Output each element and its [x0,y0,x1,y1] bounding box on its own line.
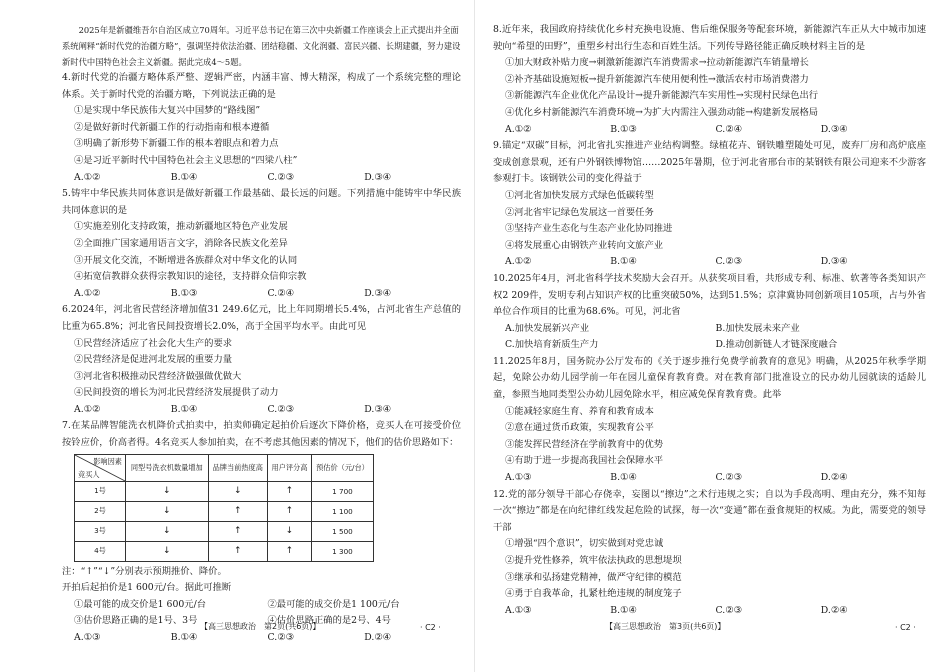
option-item: ③明确了新形势下新疆工作的根本着眼点和着力点 [74,138,279,150]
option-item: ③河北省积极推动民营经济做强做优做大 [74,370,242,382]
question-stem: 4.新时代党的治疆方略体系严整、逻辑严密，内涵丰富、博大精深，构成了一个系统完整的理论体系。关于新时代党的治疆方略，下列说法正确的是 [62,72,461,100]
answer-choices [62,170,461,187]
price-cell: 1 100 [311,501,373,521]
choice-b: B.①④ [170,403,198,415]
question-6 [62,302,461,418]
table-row [75,481,374,501]
question-lead: 开拍后起拍价是1 600元/台。据此可推断 [62,582,232,594]
choice-d: D.②④ [820,604,848,616]
corner-top-label: 影响因素 [93,456,122,466]
choice-d: D.推动创新链人才链深度融合 [715,339,838,351]
column-header: 同型号洗衣机数量增加 [126,454,209,481]
table-row [75,541,374,561]
bidder-name: 3号 [75,521,126,541]
option-item: ②全面推广国家通用语言文字，消除各民族文化差异 [74,237,288,249]
choice-a: A.①② [74,403,101,415]
option-item: ①加大财政补贴力度→刺激新能源汽车消费需求→拉动新能源汽车销量增长 [505,57,809,69]
choice-a: A.①③ [505,604,532,616]
question-stem: 9.锚定“双碳”目标，河北省扎实推进产业结构调整。绿植花卉、钢铁雕塑随处可见，废弃厂房和高炉底座变成创意景观，还有户外钢铁博物馆……2025年暑期，位于河北省邢台市的某钢铁有限公司迎来不少游客参观打卡。该钢铁公司的变化得益于 [493,140,926,185]
option-item: ①实施差别化支持政策，推动新疆地区特色产业发展 [74,221,288,233]
option-item: ④勇于自我革命，扎紧杜绝违规的制度笼子 [505,588,682,600]
choice-b: B.①④ [170,171,198,183]
page-footer: 【高三思想政治 第3页(共6页)】 [605,622,726,631]
choice-c: C.②③ [267,403,294,415]
option-item: ①民营经济适应了社会化大生产的要求 [74,337,233,349]
answer-choices [62,286,461,303]
option-item: ③能发挥民营经济在学前教育中的优势 [505,438,664,450]
choice-b: B.①④ [610,256,637,268]
choice-c: C.②③ [715,472,742,484]
option-item: ④拓宽信教群众获得宗教知识的途径，支持群众信仰宗教 [74,271,307,283]
choice-b: B.①④ [610,604,637,616]
trend-arrow: ↓ [267,521,311,541]
question-5 [62,186,461,302]
answer-choices [493,603,926,620]
trend-arrow: ↓ [126,521,209,541]
choice-b: B.①④ [170,632,198,644]
choice-d: D.②④ [820,472,848,484]
choice-b: B.①④ [610,472,637,484]
corner-bottom-label: 竞买人 [78,469,100,479]
option-item: ③继承和弘扬建党精神，做严守纪律的模范 [505,571,682,583]
option-item: ③估价思路正确的是1号、3号 [74,615,198,627]
right-page [475,0,950,672]
trend-arrow: ↑ [208,501,267,521]
question-11 [493,354,926,487]
question-stem: 12.党的部分领导干部心存侥幸，妄图以“擦边”之术行违规之实；自以为手段高明、理由充分，殊不知每一次“擦边”都是在向纪律红线发起危险的试探，每一次“变通”都在蚕食规矩的权威。为此，需要党的领导干部 [493,488,926,533]
choice-d: D.③④ [364,403,391,415]
option-item: ④民间投资的增长为河北民营经济发展提供了动力 [74,387,279,399]
column-header: 用户评分高 [267,454,311,481]
trend-arrow: ↑ [267,541,311,561]
option-item: ④估价思路正确的是2号、4号 [267,615,391,627]
question-stem: 11.2025年8月，国务院办公厅发布的《关于逐步推行免费学前教育的意见》明确，从2025年秋季学期起，免除公办幼儿园学前一年在园儿童保育教育费。对在教育部门批准设立的民办幼儿园就读的适龄儿童，参照当地同类型公办幼儿园免除水平，相应减免保育教育费。此举 [493,355,926,401]
option-item: ③开展文化交流，不断增进各族群众对中华文化的认同 [74,254,298,266]
choice-c: C.②③ [715,256,742,268]
column-header: 品牌当前热度高 [208,454,267,481]
choice-c: C.②④ [715,123,742,135]
option-item: ②是做好新时代新疆工作的行动指南和根本遵循 [74,121,270,133]
option-item: ②最可能的成交价是1 100元/台 [267,598,400,610]
option-item: ④将发展重心由钢铁产业转向文旅产业 [505,239,664,251]
option-item: ①能减轻家庭生育、养育和教育成本 [505,405,654,417]
option-item: ①最可能的成交价是1 600元/台 [74,598,207,610]
option-item: ④优化乡村新能源汽车消费环境→为扩大内需注入强劲动能→构建新发展格局 [505,106,819,118]
intro-passage: 2025年是新疆维吾尔自治区成立70周年。习近平总书记在第三次中央新疆工作座谈会上正式提出并全面系统阐释“新时代党的治疆方略”，强调坚持依法治疆、团结稳疆、文化润疆、富民兴疆、长期建疆，努力建设新时代中国特色社会主义新疆。据此完成4～5题。 [62,25,461,67]
price-cell: 1 500 [311,521,373,541]
bidder-name: 1号 [75,481,126,501]
choice-a: A.①② [505,123,532,135]
question-8 [493,22,926,138]
question-stem: 8.近年来，我国政府持续优化乡村充换电设施、售后维保服务等配套环境，新能源汽车正从大中城市加速驶向“希望的田野”，重塑乡村出行生态和百姓生活。下列传导路径能正确反映材料主旨的是 [493,24,926,52]
question-7 [62,418,461,646]
choice-d: D.③④ [820,256,848,268]
choice-a: A.①② [74,287,101,299]
trend-arrow: ↓ [208,481,267,501]
choice-a: A.①③ [74,632,101,644]
choice-a: A.①② [74,171,101,183]
option-item: ②提升党性修养，筑牢依法执政的思想堤坝 [505,555,682,566]
question-stem: 10.2025年4月，河北省科学技术奖励大会召开。从获奖项目看，共形成专利、标准、软著等各类知识产权2 209件，发明专利占知识产权的比重突破50%，达到51.5%；京津冀协同创新项目105项，占与外省单位合作项目的比重为68.6%。可见，河北省 [493,272,926,318]
answer-choices [62,630,461,647]
page-code: · C2 · [895,623,916,632]
trend-arrow: ↑ [267,481,311,501]
question-4 [62,70,461,186]
table-note: 注：“↑”“↓”分别表示预期推价、降价。 [62,565,227,577]
question-stem: 5.铸牢中华民族共同体意识是做好新疆工作最基础、最长远的问题。下列措施中能铸牢中华民族共同体意识的是 [62,188,461,216]
table-row [75,501,374,521]
table-corner [75,454,126,481]
answer-choices [62,402,461,419]
choice-c: C.②③ [715,604,742,616]
option-item: ④是习近平新时代中国特色社会主义思想的“四梁八柱” [74,154,298,166]
option-item: ③新能源汽车企业优化产品设计→提升新能源汽车实用性→实现村民绿色出行 [505,90,819,102]
trend-arrow: ↑ [267,501,311,521]
choice-c: C.②③ [267,171,294,183]
choice-b: B.①③ [610,123,637,135]
answer-choices [493,122,926,139]
option-item: ①河北省加快发展方式绿色低碳转型 [505,189,654,201]
price-cell: 1 700 [311,481,373,501]
choice-b: B.①③ [170,287,198,299]
question-stem: 7.在某品牌智能洗衣机降价式拍卖中，拍卖师确定起拍价后逐次下降价格，竞买人在可接受价位按铃应价，价高者得。4名竞买人参加拍卖，在不考虑其他因素的情况下，他们的估价思路如下： [62,420,461,449]
trend-arrow: ↓ [126,481,209,501]
choice-a: A.加快发展新兴产业 [505,322,590,334]
choice-c: C.②③ [267,632,294,644]
trend-arrow: ↓ [126,501,209,521]
option-item: ②补齐基础设施短板→提升新能源汽车使用便利性→激活农村市场消费潜力 [505,73,809,85]
question-10 [493,271,926,354]
question-stem: 6.2024年，河北省民营经济增加值31 249.6亿元，比上年同期增长5.4%，占河北省生产总值的比重为65.8%；河北省民间投资增长2.0%，高于全国平均水平。由此可见 [62,304,461,332]
option-item: ①增强“四个意识”，切实做到对党忠诚 [505,538,664,550]
option-item: ②民营经济是促进河北发展的重要力量 [74,354,233,366]
trend-arrow: ↑ [208,541,267,561]
choice-a: A.①② [505,256,532,268]
question-9 [493,138,926,271]
answer-choices [493,321,926,354]
bidder-name: 4号 [75,541,126,561]
choice-d: D.③④ [364,171,391,183]
choice-c: C.加快培育新质生产力 [505,339,599,351]
answer-choices [493,254,926,271]
bidder-name: 2号 [75,501,126,521]
choice-d: D.②④ [364,632,391,644]
option-item: ②河北省牢记绿色发展这一首要任务 [505,206,654,218]
bidder-table [74,454,374,562]
option-item: ③坚持产业生态化与生态产业化协同推进 [505,223,673,235]
choice-d: D.③④ [820,123,848,135]
price-cell: 1 300 [311,541,373,561]
page-footer: 【高三思想政治 第2页(共6页)】 [200,622,321,631]
choice-b: B.加快发展未来产业 [715,322,800,334]
choice-d: D.③④ [364,287,391,299]
trend-arrow: ↑ [208,521,267,541]
choice-a: A.①③ [505,472,532,484]
table-row [75,521,374,541]
question-12 [493,487,926,620]
option-item: ②意在通过货币政策，实现教育公平 [505,422,654,434]
option-item: ④有助于进一步提高我国社会保障水平 [505,455,664,467]
column-header: 预估价（元/台） [311,454,373,481]
choice-c: C.②④ [267,287,294,299]
page-code: · C2 · [420,623,441,632]
trend-arrow: ↓ [126,541,209,561]
answer-choices [493,470,926,487]
option-item: ①是实现中华民族伟大复兴中国梦的“路线图” [74,105,261,117]
